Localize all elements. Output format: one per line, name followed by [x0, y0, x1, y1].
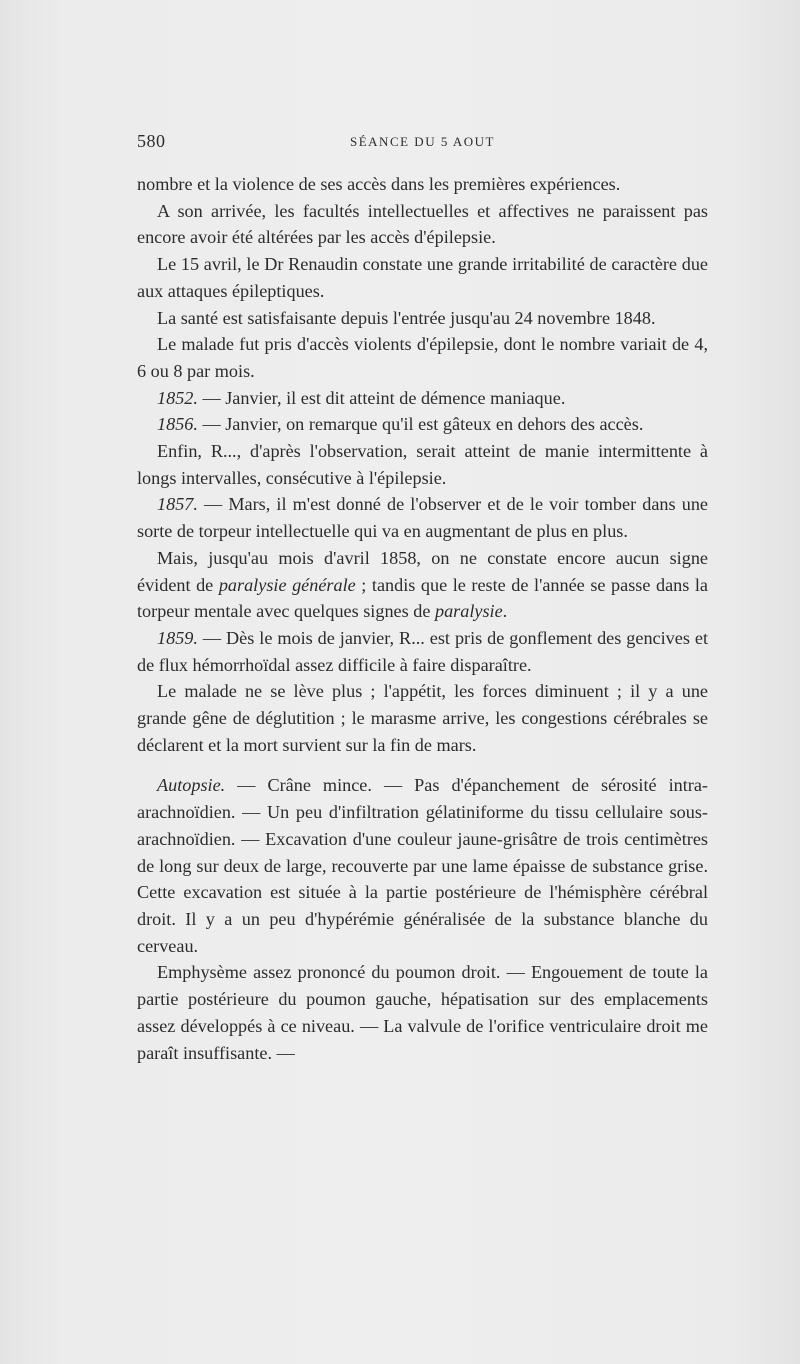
paragraph: Emphysème assez prononcé du poumon droit. — Engouement de toute la partie postérieure du poumon gauche, hépatisation sur des emplacements assez développés à ce niveau. — La valvule de l'orifice ventriculaire droit me paraît insuffisante. — [137, 962, 708, 1063]
page-header [137, 131, 708, 155]
paragraph-text: . [502, 601, 508, 622]
paragraph: La santé est satisfaisante depuis l'entrée jusqu'au 24 novembre 1848. [157, 307, 656, 328]
paragraph-date: 1857. [157, 494, 198, 515]
paragraph: nombre et la violence de ses accès dans les premières expériences. [137, 174, 621, 194]
paragraph-text: — Janvier, il est dit atteint de démence maniaque. [197, 387, 566, 408]
autopsy-paragraph [137, 772, 708, 959]
italic-term: paralysie générale [218, 574, 356, 595]
paragraph-date: 1856. [157, 414, 198, 435]
paragraph-text: Mais, jusqu'au mois d'avril 1858, on ne constate encore aucun signe évident de [137, 547, 708, 595]
paragraph: Le 15 avril, le Dr Renaudin constate une grande irritabilité de caractère due aux attaques épileptiques. [137, 254, 708, 301]
paragraph-text: — Dès le mois de janvier, R... est pris de gonflement des gencives et de flux hémorrhoïdal assez difficile à faire disparaître. [137, 627, 708, 675]
paragraph: Le malade ne se lève plus ; l'appétit, les forces diminuent ; il y a une grande gêne de déglutition ; le marasme arrive, les congestions cérébrales se déclarent et la mort survient sur la fin de mars. [137, 681, 708, 755]
paragraph: Le malade fut pris d'accès violents d'épilepsie, dont le nombre variait de 4, 6 ou 8 par mois. [137, 334, 708, 381]
body-text [137, 171, 708, 1066]
running-head: SÉANCE DU 5 AOUT [350, 134, 495, 149]
paragraph-text: — Crâne mince. — Pas d'épanchement de sérosité intra-arachnoïdien. — Un peu d'infiltration gélatiniforme du tissu cellulaire sous-arachnoïdien. — Excavation d'une couleur jaune-grisâtre de trois centimètres de long sur deux de large, recouverte par une lame épaisse de substance grise. Cette excavation est située à la partie postérieure de l'hémisphère cérébral droit. Il y a un peu d'hypérémie généralisée de la substance blanche du cerveau. [137, 775, 708, 956]
paragraph-date: 1859. [157, 627, 198, 648]
paragraph-text: — Mars, il m'est donné de l'observer et de le voir tomber dans une sorte de torpeur intellectuelle qui va en augmentant de plus en plus. [137, 494, 708, 542]
paragraph: Enfin, R..., d'après l'observation, serait atteint de manie intermittente à longs intervalles, consécutive à l'épilepsie. [137, 441, 708, 488]
page-number: 580 [137, 131, 166, 151]
italic-term: paralysie [434, 601, 503, 622]
paragraph: A son arrivée, les facultés intellectuelles et affectives ne paraissent pas encore avoir été altérées par les accès d'épilepsie. [137, 200, 708, 248]
paragraph-text: — Janvier, on remarque qu'il est gâteux en dehors des accès. [197, 414, 644, 435]
autopsy-label: Autopsie. [157, 775, 226, 796]
dated-paragraph [137, 385, 708, 412]
dated-paragraph [137, 625, 708, 678]
paragraph-date: 1852. [157, 387, 198, 408]
paragraph-with-italics [137, 545, 708, 625]
dated-paragraph [137, 491, 708, 544]
dated-paragraph [137, 411, 708, 438]
paragraph-text: ; tandis que le reste de l'année se passe dans la torpeur mentale avec quelques signes de [137, 574, 709, 622]
